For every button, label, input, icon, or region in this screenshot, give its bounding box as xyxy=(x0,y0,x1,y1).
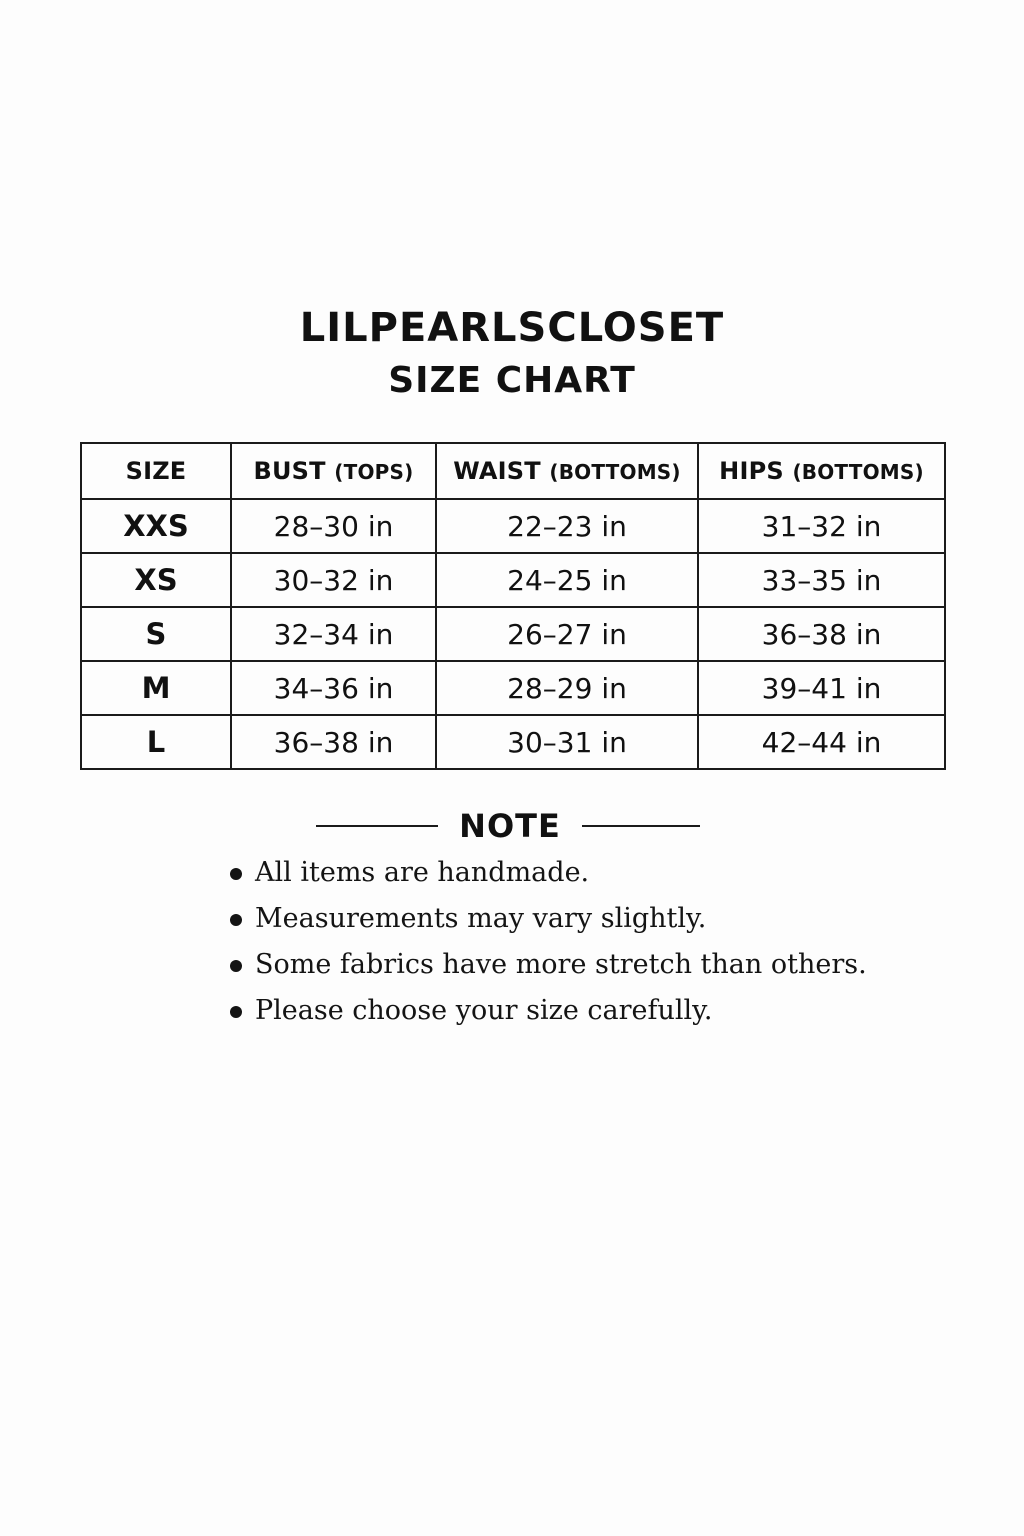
hips-cell: 42–44 in xyxy=(698,715,945,769)
column-header-label: WAIST xyxy=(453,457,541,485)
note-title: NOTE xyxy=(459,807,561,845)
hips-cell: 36–38 in xyxy=(698,607,945,661)
bust-cell: 36–38 in xyxy=(231,715,436,769)
column-header-label: BUST xyxy=(253,457,326,485)
note-text: Some fabrics have more stretch than others. xyxy=(255,949,867,980)
list-item xyxy=(228,896,867,942)
note-list xyxy=(228,850,867,1034)
note-text: Please choose your size carefully. xyxy=(255,995,713,1026)
table-row xyxy=(81,607,945,661)
note-text: Measurements may vary slightly. xyxy=(255,903,707,934)
page-title: SIZE CHART xyxy=(388,360,636,401)
list-item xyxy=(228,850,867,896)
table-row xyxy=(81,661,945,715)
column-header-size xyxy=(81,443,231,499)
list-item xyxy=(228,942,867,988)
bullet-icon xyxy=(230,960,242,972)
size-table xyxy=(80,442,946,770)
waist-cell: 28–29 in xyxy=(436,661,698,715)
column-header-sublabel: (BOTTOMS) xyxy=(792,460,924,484)
bust-cell: 32–34 in xyxy=(231,607,436,661)
hips-cell: 33–35 in xyxy=(698,553,945,607)
note-header xyxy=(0,804,1024,848)
column-header-hips xyxy=(698,443,945,499)
bust-cell: 34–36 in xyxy=(231,661,436,715)
note-text: All items are handmade. xyxy=(255,857,590,888)
bust-cell: 30–32 in xyxy=(231,553,436,607)
column-header-label: SIZE xyxy=(125,457,187,485)
list-item xyxy=(228,988,867,1034)
column-header-sublabel: (TOPS) xyxy=(334,460,414,484)
bust-cell: 28–30 in xyxy=(231,499,436,553)
waist-cell: 30–31 in xyxy=(436,715,698,769)
size-cell: S xyxy=(81,607,231,661)
brand-name: LILPEARLSCLOSET xyxy=(299,305,725,351)
waist-cell: 26–27 in xyxy=(436,607,698,661)
size-cell: L xyxy=(81,715,231,769)
column-header-label: HIPS xyxy=(719,457,784,485)
column-header-waist xyxy=(436,443,698,499)
divider xyxy=(582,825,700,827)
table-header-row xyxy=(81,443,945,499)
table-row xyxy=(81,499,945,553)
table-row xyxy=(81,553,945,607)
size-cell: XXS xyxy=(81,499,231,553)
waist-cell: 24–25 in xyxy=(436,553,698,607)
bullet-icon xyxy=(230,914,242,926)
title-block xyxy=(0,304,1024,403)
hips-cell: 31–32 in xyxy=(698,499,945,553)
size-cell: XS xyxy=(81,553,231,607)
divider xyxy=(316,825,438,827)
column-header-bust xyxy=(231,443,436,499)
table-row xyxy=(81,715,945,769)
waist-cell: 22–23 in xyxy=(436,499,698,553)
column-header-sublabel: (BOTTOMS) xyxy=(549,460,681,484)
bullet-icon xyxy=(230,1006,242,1018)
bullet-icon xyxy=(230,868,242,880)
size-cell: M xyxy=(81,661,231,715)
hips-cell: 39–41 in xyxy=(698,661,945,715)
